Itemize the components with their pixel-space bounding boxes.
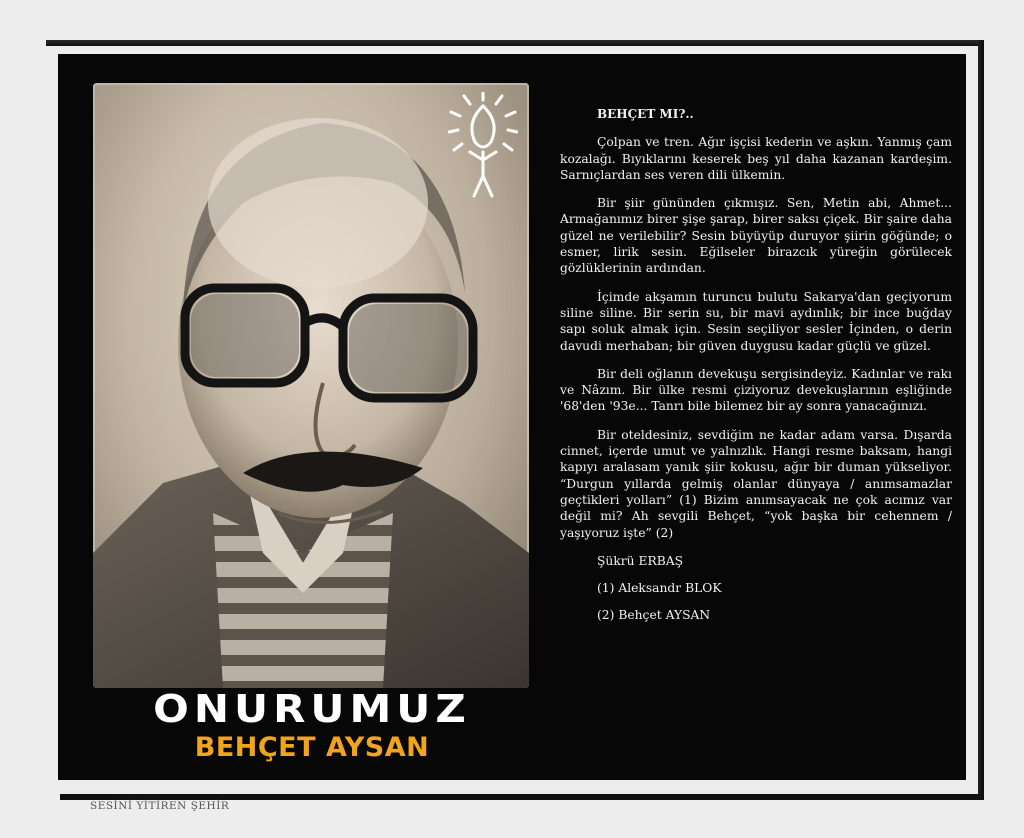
article-body [560,106,952,635]
article-author: Şükrü ERBAŞ [597,553,684,568]
article-paragraph: Çolpan ve tren. Ağır işçisi kederin ve aşkın. Yanmış çam kozalağı. Bıyıklarını keserek beş yıl daha kazanan kardeşim. Sarnıçlardan ses veren dili ülkemin. [560,135,952,182]
poster-subtitle: BEHÇET AYSAN [194,732,430,763]
poster-title: ONURUMUZ [153,685,471,732]
article-paragraph: Bir şiir gününden çıkmışız. Sen, Metin abi, Ahmet... Armağanımız birer şişe şarap, birer saksı çiçek. Bir şaire daha güzel ne verilebilir? Sesin büyüyüp duruyor şiirin göğünde; o esmer, lirik sesin. Eğilseler birazcık yüreğin görülecek gözlüklerinin ardından. [560,196,952,276]
article-paragraph: Bir oteldesiniz, sevdiğim ne kadar adam varsa. Dışarda cinnet, içerde umut ve yalnızlık. Hangi resme baksam, hangi kapıyı aralasam yanık şiir kokusu, ağır bir duman yükseliyor. “Durgun yıllarda gelmiş olanlar dünyaya / anımsamazlar geçtikleri yolları” (1) Bizim anımsayacak ne çok acımız var değil mi? Ah sevgili Behçet, “yok başka bir cehennem / yaşıyoruz işte” (2) [560,427,952,540]
page-footer: SESİNİ YİTİREN ŞEHİR [90,800,230,812]
article-heading: BEHÇET MI?.. [597,107,694,121]
article-paragraph: Bir deli oğlanın devekuşu sergisindeyiz. Kadınlar ve rakı ve Nâzım. Bir ülke resmi çiziyoruz devekuşlarının eşliğinde '68'den '93e... Tanrı bile bilemez bir ay sonra yanacağınızı. [560,366,952,414]
frame-top-bar [46,40,984,46]
article-note: (2) Behçet AYSAN [597,608,711,623]
sun-figure-icon [448,92,518,202]
article-note: (1) Aleksandr BLOK [597,581,722,596]
article-paragraph: İçimde akşamın turuncu bulutu Sakarya'dan geçiyorum siline siline. Bir serin su, bir mavi aydınlık; bir ince buğday sapı soluk almak için. Sesin seçiliyor sesler İçinden, o derin davudi merhaban; bir güven duygusu kadar güçlü ve güzel. [560,289,952,353]
frame-right-bar [978,40,984,800]
